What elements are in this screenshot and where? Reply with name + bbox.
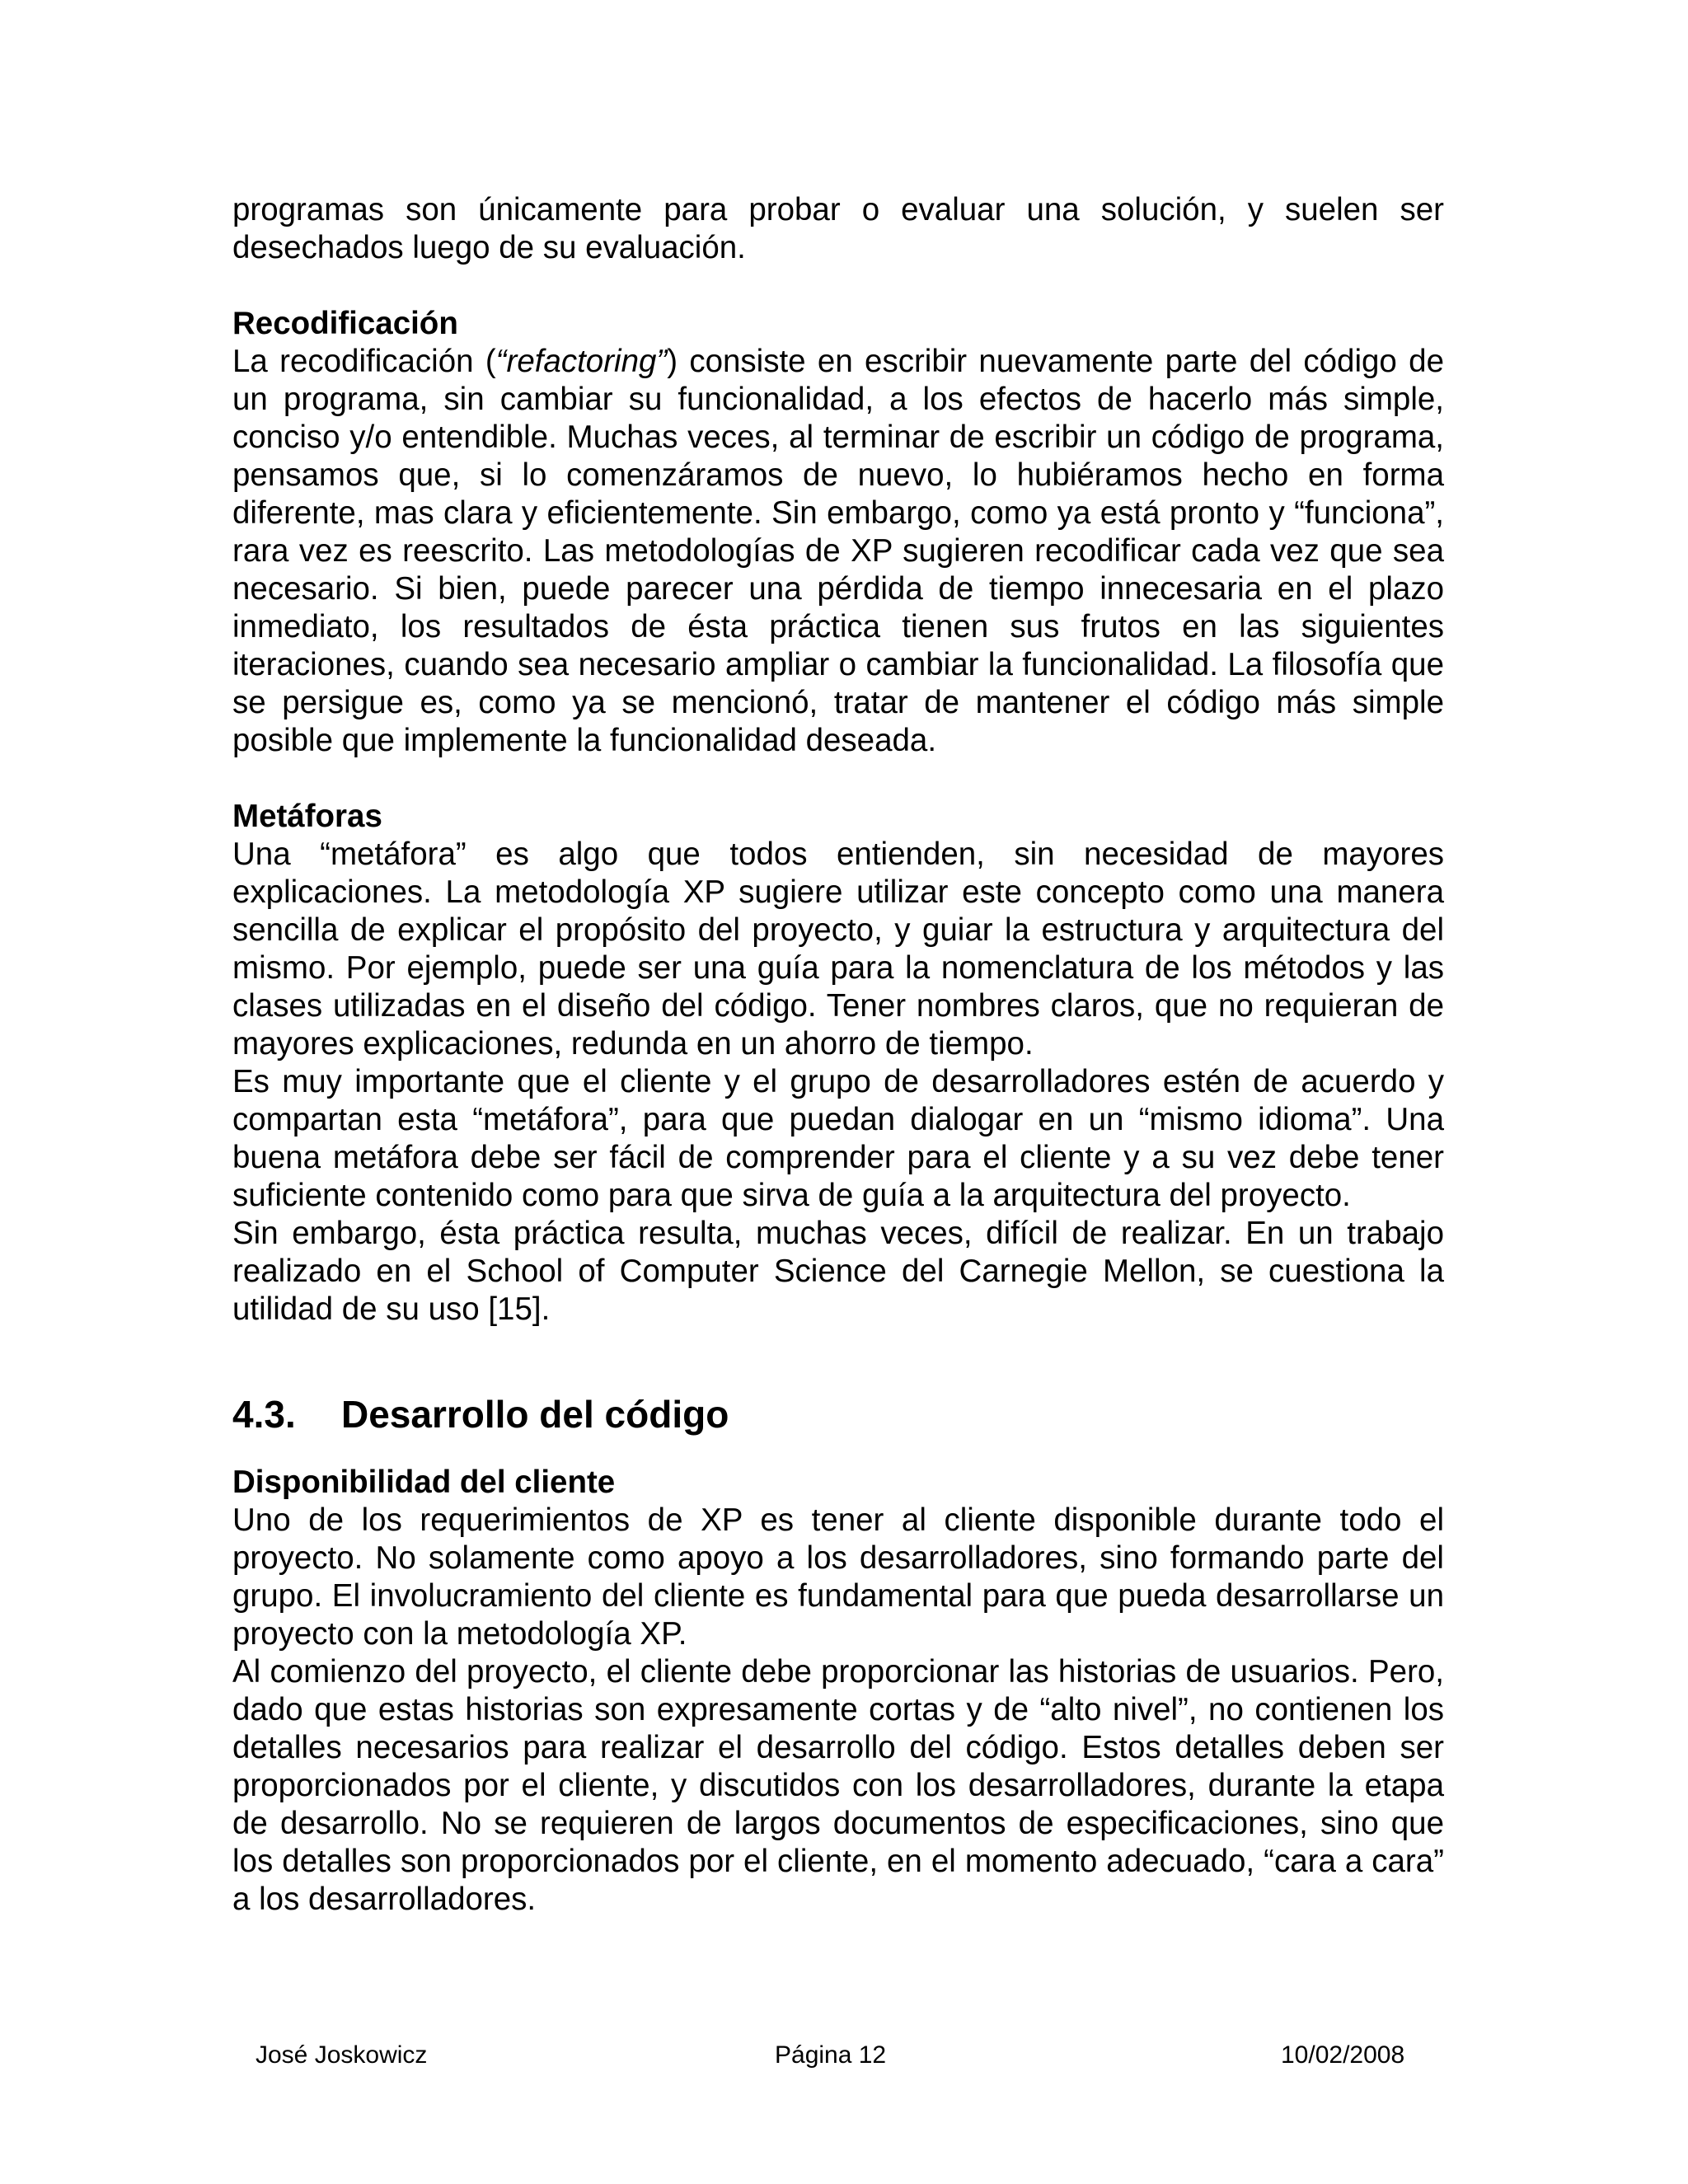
disponibilidad-heading: Disponibilidad del cliente [232, 1465, 616, 1500]
spacer [232, 1329, 1444, 1391]
refactoring-term: “refactoring” [495, 344, 668, 379]
recodificacion-text-rest: ) consiste en escribir nuevamente parte del código de un programa, sin cambiar su funcionalidad, a los efectos de hacerlo más simple, conciso y/o entendible. Muchas veces, al terminar de escribir un código de programa, pensamos que, si lo comenzáramos de nuevo, lo hubiéramos hecho en forma diferente, mas clara y eficientemente. Sin embargo, como ya está pronto y “funciona”, rara vez es reescrito. Las metodologías de XP sugieren recodificar cada vez que sea necesario. Si bien, puede parecer una pérdida de tiempo innecesaria en el plazo inmediato, los resultados de ésta práctica tienen sus frutos en las siguientes iteraciones, cuando sea necesario ampliar o cambiar la funcionalidad. La filosofía que se persigue es, como ya se mencionó, tratar de mantener el código más simple posible que implemente la funcionalidad deseada. [232, 344, 1444, 758]
page-body [232, 191, 1444, 1919]
footer-author: José Joskowicz [256, 2041, 428, 2069]
disponibilidad-paragraph-2: Al comienzo del proyecto, el cliente debe proporcionar las historias de usuarios. Pero, dado que estas historias son expresamente cortas y de “alto nivel”, no contienen los detalles necesarios para realizar el desarrollo del código. Estos detalles deben ser proporcionados por el cliente, y discutidos con los desarrolladores, durante la etapa de desarrollo. No se requieren de largos documentos de especificaciones, sino que los detalles son proporcionados por el cliente, en el momento adecuado, “cara a cara” a los desarrolladores. [232, 1654, 1444, 1917]
spacer [232, 760, 1444, 798]
spacer [232, 267, 1444, 305]
recodificacion-heading: Recodificación [232, 306, 458, 341]
spacer [232, 1437, 1444, 1464]
recodificacion-text-start: La recodificación ( [232, 344, 496, 379]
metaforas-paragraph-3: Sin embargo, ésta práctica resulta, muchas veces, difícil de realizar. En un trabajo realizado en el School of Computer Science del Carnegie Mellon, se cuestiona la utilidad de su uso [15]. [232, 1216, 1444, 1327]
footer-page-number: Página 12 [775, 2041, 887, 2069]
footer-date: 10/02/2008 [1281, 2041, 1405, 2069]
metaforas-paragraph-1: Una “metáfora” es algo que todos entienden, sin necesidad de mayores explicaciones. La metodología XP sugiere utilizar este concepto como una manera sencilla de explicar el propósito del proyecto, y guiar la estructura y arquitectura del mismo. Por ejemplo, puede ser una guía para la nomenclatura de los métodos y las clases utilizadas en el diseño del código. Tener nombres claros, que no requieran de mayores explicaciones, redunda en un ahorro de tiempo. [232, 837, 1444, 1062]
section-title: Desarrollo del código [341, 1393, 729, 1436]
recodificacion-paragraph [232, 343, 1444, 760]
disponibilidad-paragraph-1: Uno de los requerimientos de XP es tener al cliente disponible durante todo el proyecto. No solamente como apoyo a los desarrolladores, sino formando parte del grupo. El involucramiento del cliente es fundamental para que pueda desarrollarse un proyecto con la metodología XP. [232, 1502, 1444, 1652]
page-footer [0, 2039, 1688, 2072]
intro-paragraph: programas son únicamente para probar o evaluar una solución, y suelen ser desechados luego de su evaluación. [232, 192, 1444, 265]
metaforas-heading: Metáforas [232, 799, 382, 834]
section-heading [232, 1391, 1444, 1437]
metaforas-paragraph-2: Es muy importante que el cliente y el grupo de desarrolladores estén de acuerdo y compartan esta “metáfora”, para que puedan dialogar en un “mismo idioma”. Una buena metáfora debe ser fácil de comprender para el cliente y a su vez debe tener suficiente contenido como para que sirva de guía a la arquitectura del proyecto. [232, 1064, 1444, 1213]
section-number: 4.3. [232, 1393, 296, 1436]
